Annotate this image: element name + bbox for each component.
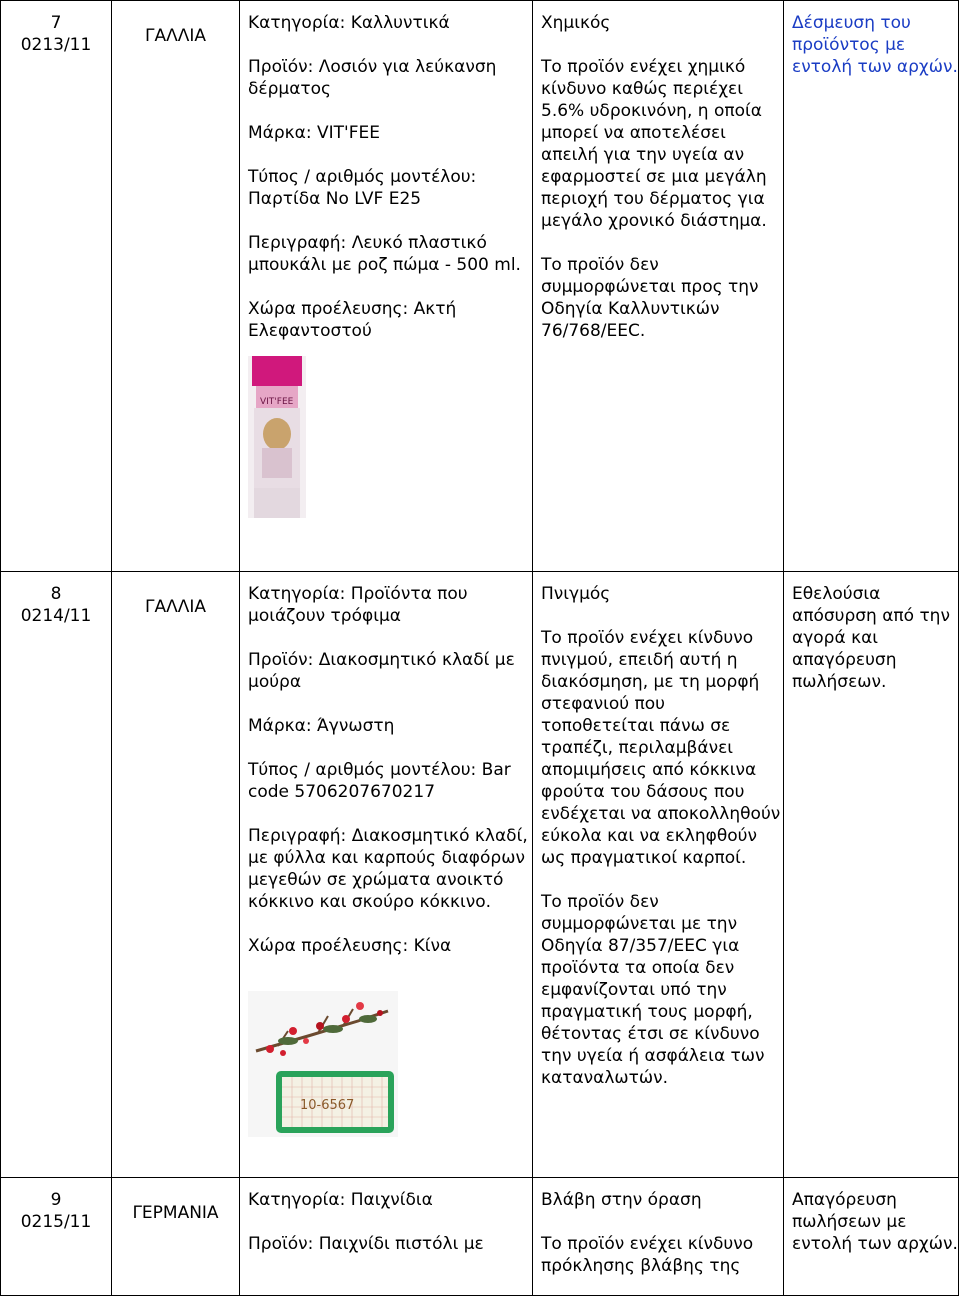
product-model: Τύπος / αριθμός μοντέλου: Bar code 5706207670217 [248,760,511,802]
risk-description: Το προϊόν ενέχει κίνδυνο πνιγμού, επειδή αυτή η διακόσμηση, με τη μορφή στεφανιού που τοποθετείται πάνω σε τραπέζι, περιλαμβάνει απομιμήσεις από κόκκινα φρούτα του δάσους που ενδέχεται να αποκολληθούν εύκολα και να εκληφθούν ως πραγματικοί καρποί. [541,628,781,868]
row-code: 0214/11 [20,606,92,626]
row-number: 9 [50,1190,62,1210]
product-cell [240,1,533,572]
country-cell: ΓΑΛΛΙΑ [112,1,240,572]
country-cell: ΓΑΛΛΙΑ [112,572,240,1178]
row-number-cell [1,1178,112,1296]
risk-compliance: Το προϊόν δεν συμμορφώνεται προς την Οδηγία Καλλυντικών 76/768/ΕΕC. [541,255,759,341]
product-category: Κατηγορία: Παιχνίδια [248,1190,433,1210]
measure-cell [784,1178,959,1296]
product-category: Κατηγορία: Καλλυντικά [248,13,450,33]
country-cell: ΓΕΡΜΑΝΙΑ [112,1178,240,1296]
measure-cell [784,572,959,1178]
table-row [1,1178,959,1296]
measure-text: Εθελούσια απόσυρση από την αγορά και απαγόρευση πωλήσεων. [792,584,950,692]
measure-text: Απαγόρευση πωλήσεων με εντολή των αρχών. [792,1190,958,1254]
risk-cell [533,572,784,1178]
table-row [1,572,959,1178]
row-number-cell [1,1,112,572]
product-photo-label: 10-6567 [300,1098,355,1113]
product-model: Τύπος / αριθμός μοντέλου: Παρτίδα No LVF E25 [248,167,477,209]
row-code: 0213/11 [20,35,92,55]
risk-compliance: Το προϊόν δεν συμμορφώνεται με την Οδηγία 87/357/EEC για προϊόντα τα οποία δεν εμφανίζονται υπό την πραγματική τους μορφή, θέτοντας έτσι σε κίνδυνο την υγεία ή ασφάλεια των καταναλωτών. [541,892,765,1088]
row-number: 7 [50,13,62,33]
product-photo-label: VIT'FEE [260,397,294,407]
product-origin: Χώρα προέλευσης: Ακτή Ελεφαντοστού [248,299,457,341]
risk-type: Βλάβη στην όραση [541,1190,702,1210]
table-row [1,1,959,572]
product-cell [240,1178,533,1296]
product-description: Περιγραφή: Διακοσμητικό κλαδί, με φύλλα και καρπούς διαφόρων μεγεθών σε χρώματα ανοικτό κόκκινο και σκούρο κόκκινο. [248,826,528,912]
product-photo-lotion-bottle [248,356,306,518]
measure-cell [784,1,959,572]
product-brand: Μάρκα: Άγνωστη [248,716,395,736]
measure-text: Δέσμευση του προϊόντος με εντολή των αρχών. [792,13,958,77]
row-number-cell [1,572,112,1178]
product-origin: Χώρα προέλευσης: Κίνα [248,936,452,956]
risk-type: Χημικός [541,13,611,33]
product-cell [240,572,533,1178]
product-photo-berry-branch [248,991,398,1137]
product-description: Περιγραφή: Λευκό πλαστικό μπουκάλι με ροζ πώμα - 500 ml. [248,233,521,275]
product-name: Προϊόν: Διακοσμητικό κλαδί με μούρα [248,650,515,692]
risk-type: Πνιγμός [541,584,611,604]
row-code: 0215/11 [20,1212,92,1232]
product-brand: Μάρκα: VIT'FEE [248,123,380,143]
product-name: Προϊόν: Παιχνίδι πιστόλι με [248,1234,484,1254]
risk-description: Το προϊόν ενέχει χημικό κίνδυνο καθώς περιέχει 5.6% υδροκινόνη, η οποία μπορεί να αποτελέσει απειλή για την υγεία αν εφαρμοστεί σε μια μεγάλη περιοχή του δέρματος για μεγάλο χρονικό διάστημα. [541,57,767,231]
risk-cell [533,1178,784,1296]
risk-cell [533,1,784,572]
row-number: 8 [50,584,62,604]
product-name: Προϊόν: Λοσιόν για λεύκανση δέρματος [248,57,497,99]
product-category: Κατηγορία: Προϊόντα που μοιάζουν τρόφιμα [248,584,468,626]
risk-description: Το προϊόν ενέχει κίνδυνο πρόκλησης βλάβης της [541,1234,754,1276]
